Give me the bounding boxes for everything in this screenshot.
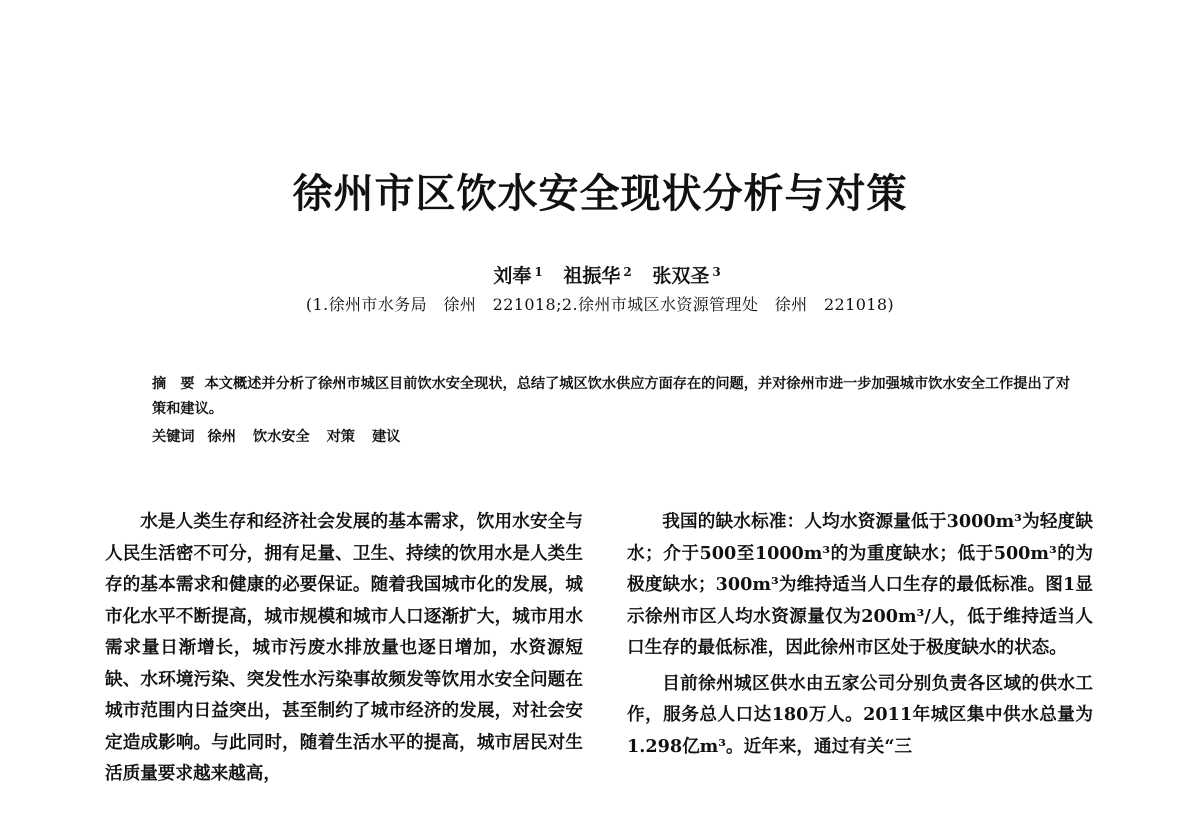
body-paragraph: 我国的缺水标准：人均水资源量低于3000m³为轻度缺水；介于500至1000m³的为重度缺水；低于500m³的为极度缺水；300m³为维持适当人口生存的最低标准。图1显示徐州市区人均水资源量仅为200m³/人，低于维持适当人口生存的最低标准，因此徐州市区处于极度缺水的状态。 xyxy=(627,511,1093,658)
author-list xyxy=(0,258,1200,290)
author-name: 祖振华 xyxy=(563,265,621,287)
author-3 xyxy=(652,265,720,287)
keyword: 建议 xyxy=(371,429,401,445)
keywords xyxy=(152,425,1082,450)
keyword: 饮水安全 xyxy=(252,429,310,445)
keyword: 徐州 xyxy=(207,429,236,445)
abstract-label: 摘 要 xyxy=(152,376,195,392)
author-2 xyxy=(563,265,631,287)
author-affiliation-mark: 1 xyxy=(534,265,543,279)
keyword: 对策 xyxy=(326,429,355,445)
keywords-label: 关键词 xyxy=(152,429,195,445)
abstract xyxy=(152,372,1082,422)
paper-title: 徐州市区饮水安全现状分析与对策 xyxy=(292,170,908,217)
author-name: 张双圣 xyxy=(652,265,710,287)
author-1 xyxy=(493,265,542,287)
body-paragraph: 目前徐州城区供水由五家公司分别负责各区域的供水工作，服务总人口达180万人。2011年城区集中供水总量为1.298亿m³。近年来，通过有关“三 xyxy=(627,672,1093,757)
body-column-left xyxy=(105,506,583,790)
body-column-right xyxy=(627,506,1093,762)
body-paragraph: 水是人类生存和经济社会发展的基本需求，饮用水安全与人民生活密不可分，拥有足量、卫生、持续的饮用水是人类生存的基本需求和健康的必要保证。随着我国城市化的发展，城市化水平不断提高，城市规模和城市人口逐渐扩大，城市用水需求量日渐增长，城市污废水排放量也逐日增加，水资源短缺、水环境污染、突发性水污染事故频发等饮用水安全问题在城市范围内日益突出，甚至制约了城市经济的发展，对社会安定造成影响。与此同时，随着生活水平的提高，城市居民对生活质量要求越来越高， xyxy=(105,511,583,784)
author-name: 刘奉 xyxy=(493,265,532,287)
author-affiliations: (1.徐州市水务局 徐州 221018;2.徐州市城区水资源管理处 徐州 221018) xyxy=(305,295,895,314)
abstract-text: 本文概述并分析了徐州市城区目前饮水安全现状，总结了城区饮水供应方面存在的问题，并对徐州市进一步加强城市饮水安全工作提出了对策和建议。 xyxy=(152,376,1071,417)
author-affiliation-mark: 2 xyxy=(623,265,632,279)
author-affiliation-mark: 3 xyxy=(712,265,721,279)
